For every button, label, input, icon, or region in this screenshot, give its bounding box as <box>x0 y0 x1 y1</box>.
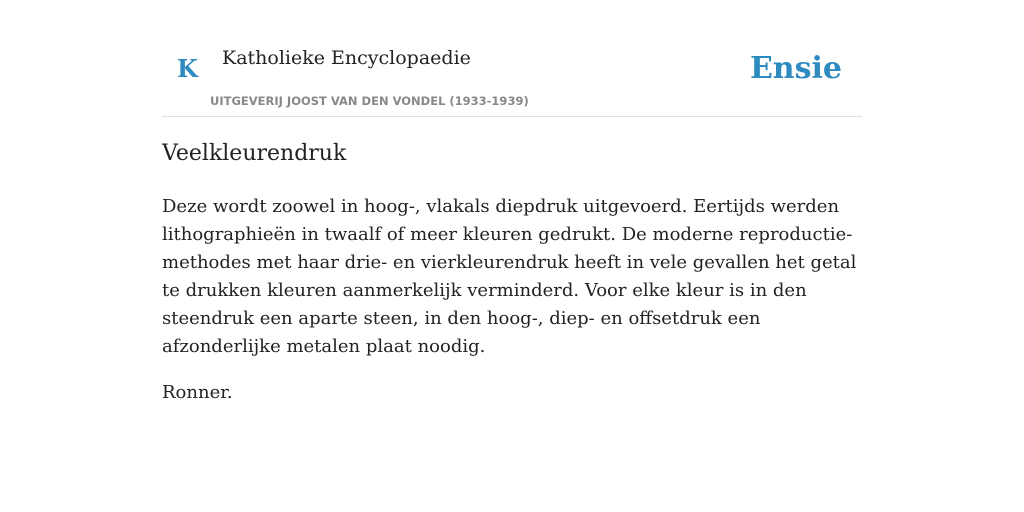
site-title-link[interactable]: Katholieke Encyclopaedie <box>222 47 471 69</box>
ensie-brand-link[interactable]: Ensie <box>749 51 842 86</box>
publisher-subtitle: UITGEVERIJ JOOST VAN DEN VONDEL (1933-1939) <box>210 94 529 108</box>
site-logo[interactable]: K <box>177 54 198 83</box>
site-header <box>162 30 862 117</box>
article <box>162 138 862 407</box>
article-body: Deze wordt zoowel in hoog-, vlakals diepdruk uitgevoerd. Eertijds werden lithographieën in twaalf of meer kleuren gedrukt. De moderne reproductie-methodes met haar drie- en vierkleurendruk heeft in vele gevallen het getal te drukken kleuren aanmerkelijk verminderd. Voor elke kleur is in den steendruk een aparte steen, in den hoog-, diep- en offsetdruk een afzonderlijke metalen plaat noodig. <box>162 196 857 357</box>
article-title: Veelkleurendruk <box>162 141 347 166</box>
article-author: Ronner. <box>162 382 233 403</box>
